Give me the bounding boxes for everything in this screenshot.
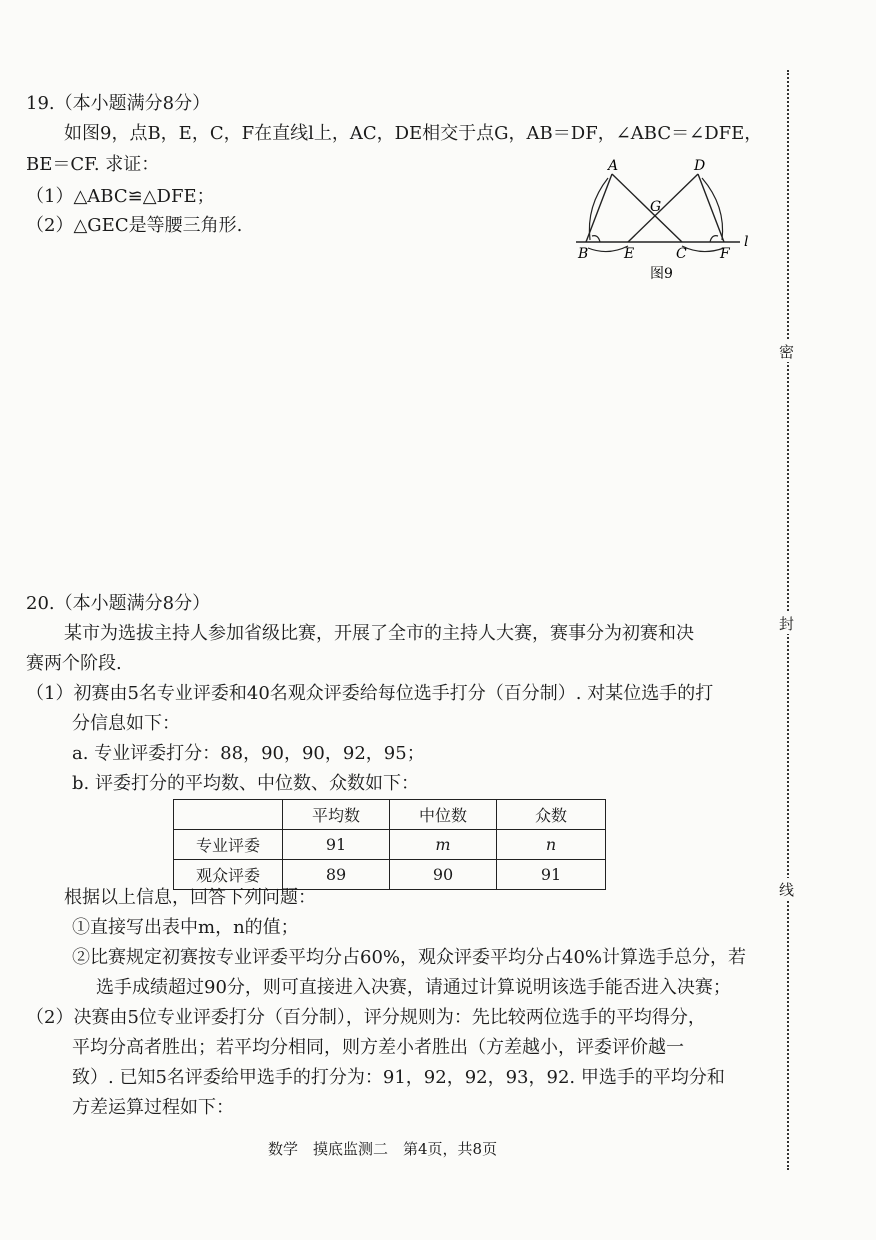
angle-mark-B (592, 236, 600, 242)
q20-part1-line2: 分信息如下： (72, 713, 180, 734)
q19-part2: （2）△GEC是等腰三角形. (26, 215, 243, 236)
table-row (174, 860, 606, 890)
segment-DF (698, 174, 724, 242)
segment-DE (628, 174, 698, 242)
mark-arc-BE (588, 246, 628, 252)
table-header-cell: 众数 (497, 800, 606, 830)
table-cell: 专业评委 (174, 830, 283, 860)
mark-arc-CF (682, 246, 724, 252)
label-F: F (720, 246, 730, 262)
label-B: B (578, 246, 589, 262)
q20-part2-line1: （2）决赛由5位专业评委打分（百分制），评分规则为：先比较两位选手的平均得分， (26, 1007, 706, 1028)
q20-item-b: b. 评委打分的平均数、中位数、众数如下： (72, 773, 419, 794)
q20-question2-line2: 选手成绩超过90分，则可直接进入决赛，请通过计算说明该选手能否进入决赛； (96, 977, 731, 998)
q20-part2-line3: 致）. 已知5名评委给甲选手的打分为：91，92，92，93，92. 甲选手的平均分和 (72, 1067, 725, 1088)
table-cell: 91 (283, 830, 390, 860)
table-header-row (174, 800, 606, 830)
q20-intro-line1: 某市为选拔主持人参加省级比赛，开展了全市的主持人大赛，赛事分为初赛和决 (64, 623, 694, 644)
q19-statement-line1: 如图9，点B，E，C，F在直线l上，AC，DE相交于点G，AB＝DF，∠ABC＝∠DFE， (64, 123, 763, 144)
q20-after-table: 根据以上信息，回答下列问题： (64, 887, 316, 908)
label-D: D (694, 158, 706, 174)
score-table (173, 799, 606, 890)
label-A: A (608, 158, 619, 174)
q20-part2-line2: 平均分高者胜出；若平均分相同，则方差小者胜出（方差越小，评委评价越一 (72, 1037, 684, 1058)
table-header-cell: 中位数 (390, 800, 497, 830)
q19-part1: （1）△ABC≌△DFE； (26, 186, 215, 207)
table-cell: 90 (390, 860, 497, 890)
table-header-cell (174, 800, 283, 830)
table-cell: 观众评委 (174, 860, 283, 890)
binding-char-xian: 线 (779, 878, 797, 900)
segment-AC (612, 174, 682, 242)
q19-heading: 19.（本小题满分8分） (26, 93, 211, 114)
q20-part2-line4: 方差运算过程如下： (72, 1097, 234, 1118)
table-cell: m (390, 830, 497, 860)
q19-statement-line2: BE＝CF. 求证： (26, 154, 160, 175)
q20-question1: ①直接写出表中m，n的值； (72, 917, 299, 938)
page-footer: 数学 摸底监测二 第4页，共8页 (268, 1140, 498, 1158)
table-header-cell: 平均数 (283, 800, 390, 830)
binding-char-mi: 密 (779, 340, 797, 362)
angle-mark-F (710, 236, 718, 242)
table-row (174, 830, 606, 860)
figure-caption: 图9 (650, 266, 673, 282)
label-C: C (676, 246, 687, 262)
figure-9-diagram (570, 156, 770, 284)
table-cell: 91 (497, 860, 606, 890)
q20-part1-line1: （1）初赛由5名专业评委和40名观众评委给每位选手打分（百分制）. 对某位选手的打 (26, 683, 714, 704)
q20-item-a: a. 专业评委打分：88，90，90，92，95； (72, 743, 425, 764)
label-G: G (650, 199, 662, 215)
table-cell: n (497, 830, 606, 860)
binding-char-feng: 封 (779, 612, 797, 634)
q20-question2-line1: ②比赛规定初赛按专业评委平均分占60%，观众评委平均分占40%计算选手总分，若 (72, 947, 747, 968)
q20-intro-line2: 赛两个阶段. (26, 653, 122, 674)
table-cell: 89 (283, 860, 390, 890)
label-l: l (744, 234, 749, 250)
q20-heading: 20.（本小题满分8分） (26, 593, 211, 614)
label-E: E (624, 246, 635, 262)
